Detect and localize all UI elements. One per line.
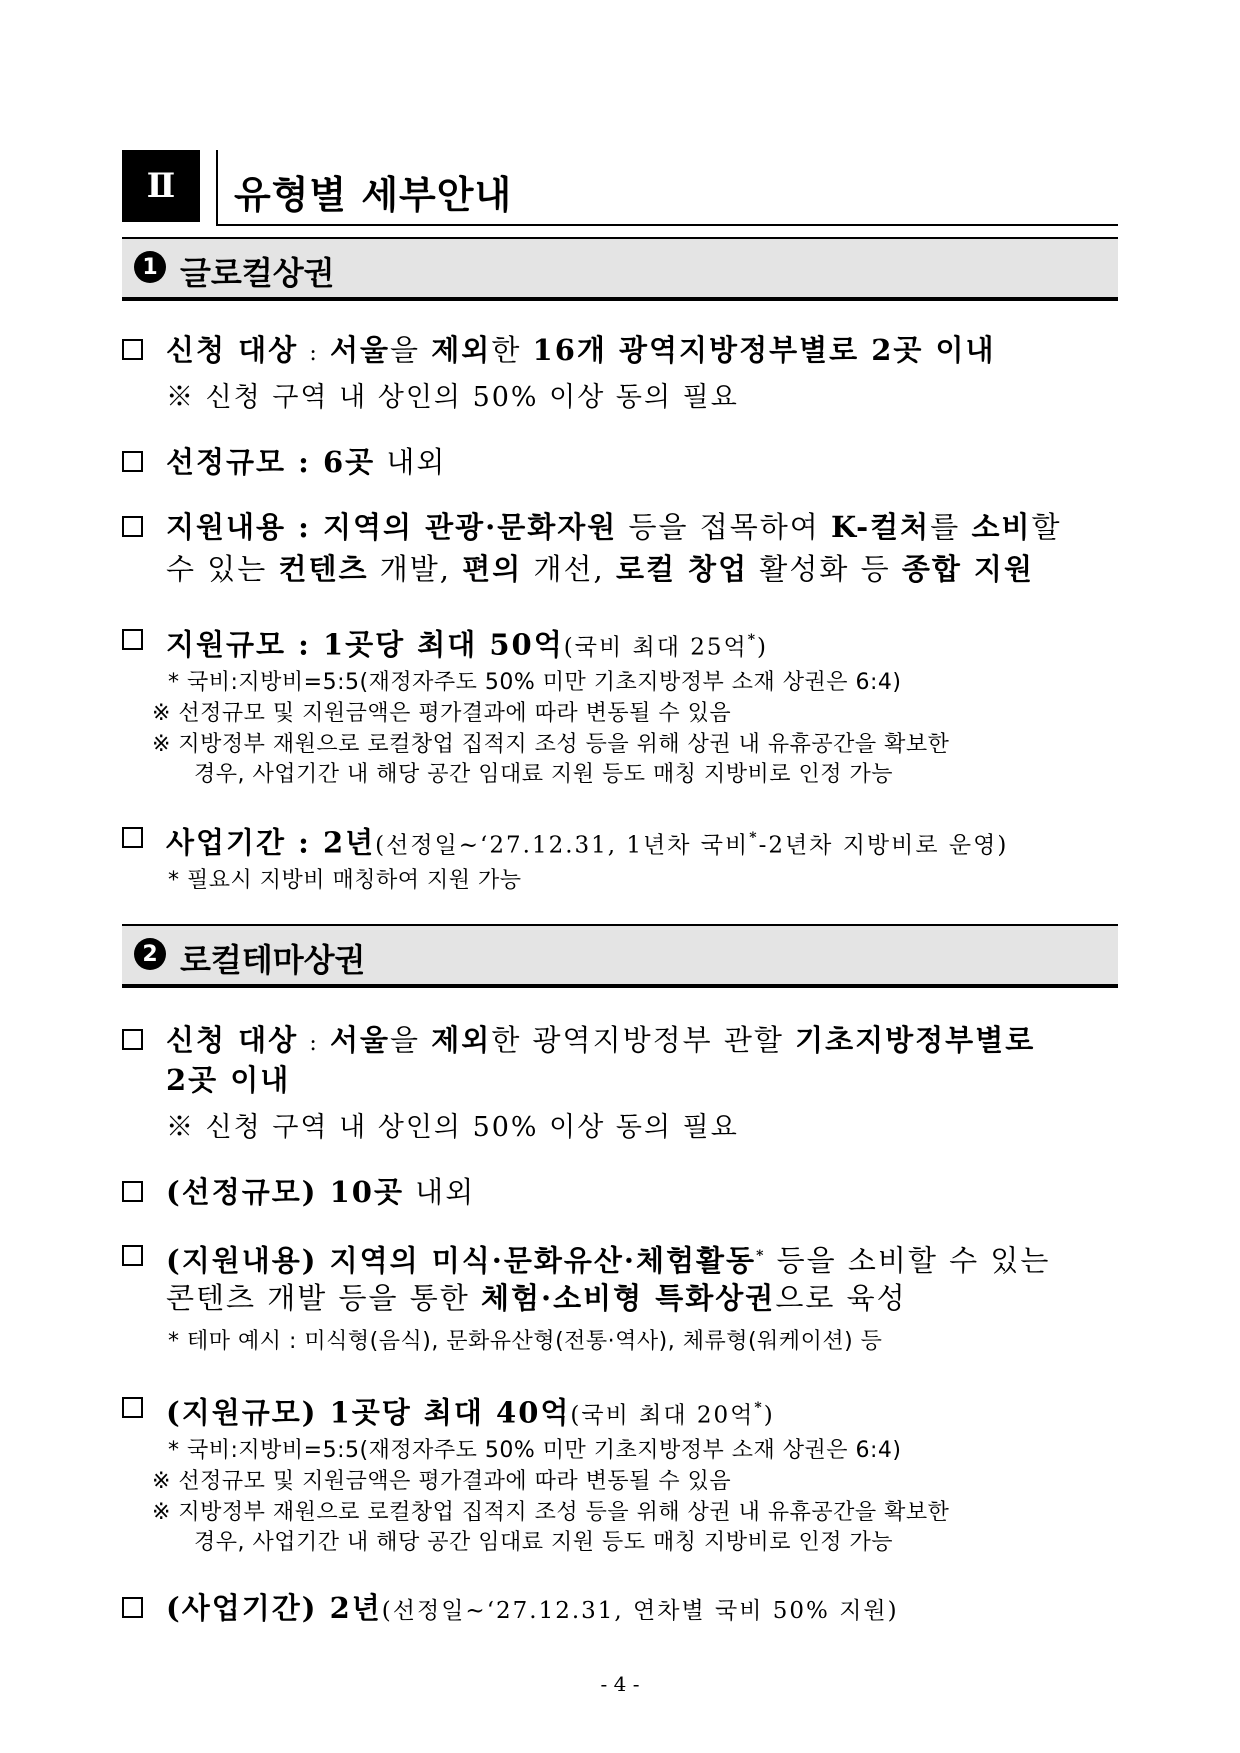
footnote-mark: * <box>756 1248 766 1264</box>
plain-text: 수 있는 <box>166 552 279 586</box>
bold-text: 체험·소비형 특화상권 <box>481 1281 776 1315</box>
footnote-mark: * <box>749 830 759 846</box>
section-header-local-theme <box>122 924 1118 988</box>
plain-text: 내외 <box>403 1175 476 1209</box>
item-scale <box>122 1172 1122 1212</box>
paren-text: ) <box>763 1402 775 1429</box>
plain-text: 할 <box>1031 510 1062 544</box>
checkbox-bullet-icon <box>122 1397 143 1418</box>
checkbox-bullet-icon <box>122 1181 143 1202</box>
plain-text: 를 <box>930 510 972 544</box>
item-content <box>122 507 1122 547</box>
bold-text: 편의 <box>462 552 523 586</box>
paren-text: ) <box>757 634 769 661</box>
item-label: 신청 대상 <box>166 1023 299 1057</box>
plain-text: 등을 소비할 수 있는 <box>765 1243 1051 1278</box>
checkbox-bullet-icon <box>122 339 143 360</box>
bold-text: 기초지방정부별로 <box>795 1023 1036 1057</box>
section-header-glocal <box>122 237 1118 301</box>
section-number-badge: 2 <box>134 938 166 970</box>
item-label: 사업기간 : 2년 <box>166 825 376 860</box>
fund-note-3: ※ 지방정부 재원으로 로컬창업 집적지 조성 등을 위해 상권 내 유휴공간을 확보한 <box>152 1500 950 1525</box>
fund-note-1: * 국비:지방비=5:5(재정자주도 50% 미만 기초지방정부 소재 상권은 6:4) <box>168 1438 902 1463</box>
target-note: ※ 신청 구역 내 상인의 50% 이상 동의 필요 <box>166 1112 739 1143</box>
plain-text: 을 <box>390 333 421 367</box>
plain-text: 으로 육성 <box>775 1281 907 1315</box>
item-label: (지원내용) 지역의 미식·문화유산·체험활동 <box>166 1243 757 1278</box>
checkbox-bullet-icon <box>122 451 143 472</box>
plain-text: 개발, <box>368 552 463 586</box>
bold-text: 16개 광역지방정부별로 2곳 이내 <box>532 333 996 367</box>
bold-text: 제외 <box>431 333 492 367</box>
fund-note-2: ※ 선정규모 및 지원금액은 평가결과에 따라 변동될 수 있음 <box>152 701 732 726</box>
paren-text: -2년차 지방비로 운영) <box>758 832 1009 859</box>
item-label: (선정규모) 10곳 <box>166 1175 404 1209</box>
item-label: 신청 대상 <box>166 333 299 367</box>
checkbox-bullet-icon <box>122 516 143 537</box>
target-line-2 <box>166 1060 290 1100</box>
chapter-title: 유형별 세부안내 <box>234 173 513 217</box>
checkbox-bullet-icon <box>122 1597 143 1618</box>
fund-note-3: ※ 지방정부 재원으로 로컬창업 집적지 조성 등을 위해 상권 내 유휴공간을 확보한 <box>152 732 950 757</box>
bold-text: K-컬처 <box>831 510 931 544</box>
period-note: * 필요시 지방비 매칭하여 지원 가능 <box>168 868 522 893</box>
content-line-2 <box>166 1278 907 1318</box>
item-label: (사업기간) 2년 <box>166 1591 382 1625</box>
item-content <box>122 1236 1122 1276</box>
chapter-underline <box>216 224 1118 226</box>
fund-note-1: * 국비:지방비=5:5(재정자주도 50% 미만 기초지방정부 소재 상권은 6:4) <box>168 670 902 695</box>
bold-text: 서울 <box>330 1023 391 1057</box>
item-period <box>122 818 1122 858</box>
footnote-mark: * <box>747 632 758 648</box>
plain-text: 한 <box>491 333 522 367</box>
item-target <box>122 1020 1122 1060</box>
chapter-number: Ⅱ <box>122 150 200 222</box>
separator: : <box>309 1031 319 1056</box>
checkbox-bullet-icon <box>122 1029 143 1050</box>
fund-note-2: ※ 선정규모 및 지원금액은 평가결과에 따라 변동될 수 있음 <box>152 1469 732 1494</box>
fund-note-4: 경우, 사업기간 내 해당 공간 임대료 지원 등도 매칭 지방비로 인정 가능 <box>194 1530 893 1555</box>
item-period <box>122 1588 1122 1628</box>
plain-text: 내외 <box>375 445 447 479</box>
content-line-2 <box>166 549 1034 589</box>
paren-text: (국비 최대 20억 <box>570 1402 755 1429</box>
section-number-badge: 1 <box>134 251 166 283</box>
item-fund <box>122 620 1122 660</box>
section-title: 글로컬상권 <box>180 254 335 292</box>
content-note: * 테마 예시 : 미식형(음식), 문화유산형(전통·역사), 체류형(워케이션) 등 <box>168 1329 883 1354</box>
plain-text: 을 <box>390 1023 421 1057</box>
section-title: 로컬테마상권 <box>180 941 366 979</box>
page-number: - 4 - <box>600 1672 640 1696</box>
item-fund <box>122 1388 1122 1428</box>
item-label: (지원규모) 1곳당 최대 40억 <box>166 1395 571 1430</box>
footnote-mark: * <box>754 1400 764 1416</box>
item-label: 지원내용 : 지역의 관광·문화자원 <box>166 510 618 544</box>
plain-text: 한 광역지방정부 관할 <box>491 1023 784 1057</box>
bold-text: 서울 <box>330 333 391 367</box>
bold-text: 소비 <box>971 510 1032 544</box>
paren-text: (선정일~‘27.12.31, 1년차 국비 <box>375 832 750 859</box>
bold-text: 종합 지원 <box>901 552 1034 586</box>
plain-text: 등을 접목하여 <box>617 510 832 544</box>
checkbox-bullet-icon <box>122 1245 143 1266</box>
item-label: 선정규모 : 6곳 <box>166 445 376 479</box>
chapter-divider <box>216 150 218 226</box>
separator: : <box>309 341 319 366</box>
plain-text: 개선, <box>522 552 616 586</box>
checkbox-bullet-icon <box>122 629 143 650</box>
checkbox-bullet-icon <box>122 827 143 848</box>
bold-text: 로컬 창업 <box>615 552 749 586</box>
plain-text: 활성화 등 <box>748 552 902 586</box>
plain-text: 콘텐츠 개발 등을 통한 <box>166 1281 481 1315</box>
bold-text: 컨텐츠 <box>278 552 369 586</box>
chapter-header <box>122 150 1118 226</box>
bold-text: 제외 <box>431 1023 492 1057</box>
bold-text: 2곳 이내 <box>166 1063 291 1097</box>
paren-text: (선정일~‘27.12.31, 연차별 국비 50% 지원) <box>381 1598 899 1624</box>
fund-note-4: 경우, 사업기간 내 해당 공간 임대료 지원 등도 매칭 지방비로 인정 가능 <box>194 762 893 787</box>
target-note: ※ 신청 구역 내 상인의 50% 이상 동의 필요 <box>166 382 739 413</box>
paren-text: (국비 최대 25억 <box>563 634 748 661</box>
item-scale <box>122 442 1122 482</box>
item-label: 지원규모 : 1곳당 최대 50억 <box>166 627 564 662</box>
item-target <box>122 330 1122 370</box>
